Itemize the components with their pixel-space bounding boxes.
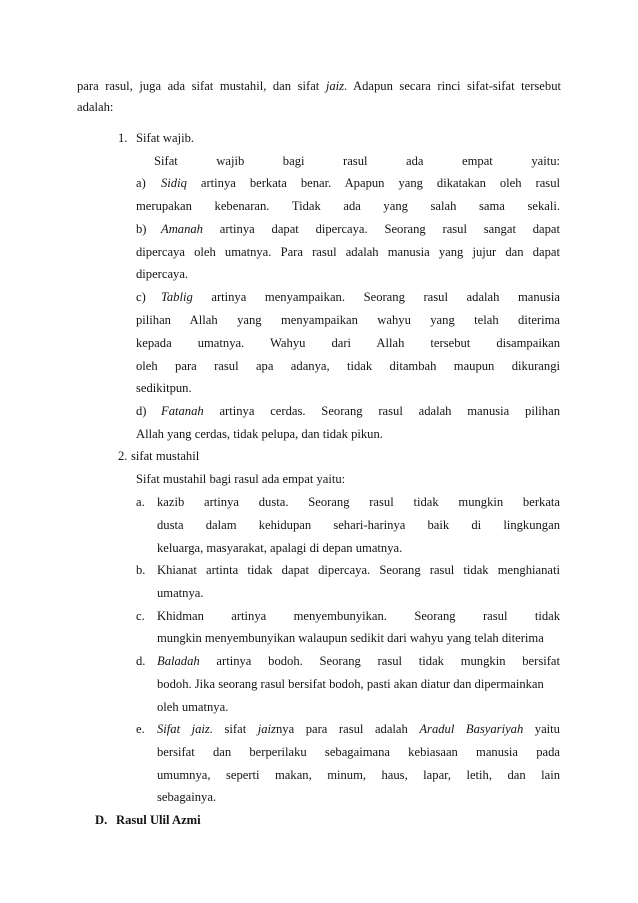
mustahil-item-line: mungkin menyembunyikan walaupun sedikit dari wahyu yang telah diterima (157, 631, 544, 645)
wajib-item-line (161, 289, 560, 305)
item-marker: d) (136, 404, 147, 418)
item-marker: a. (136, 495, 145, 509)
mustahil-item-line: bodoh. Jika seorang rasul bersifat bodoh, pasti akan diatur dan dipermainkan (157, 677, 544, 691)
mustahil-item-line: kazib artinya dusta. Seorang rasul tidak mungkin berkata (157, 495, 560, 509)
term-sifat-jaiz: Sifat jaiz. (157, 722, 213, 736)
intro-line-1 (77, 78, 561, 94)
wajib-item-line: dipercaya oleh umatnya. Para rasul adalah manusia yang jujur dan dapat (136, 245, 560, 259)
item-marker: c. (136, 609, 145, 623)
term-baladah: Baladah (157, 654, 200, 668)
wajib-item-line: merupakan kebenaran. Tidak ada yang salah sama sekali. (136, 199, 560, 213)
item-marker: d. (136, 654, 146, 668)
section-title-sifat-wajib: Sifat wajib. (136, 131, 195, 145)
mustahil-item-line: Khianat artinta tidak dapat dipercaya. Seorang rasul tidak menghianati (157, 563, 560, 577)
item-text: artinya berkata benar. Apapun yang dikatakan oleh rasul (186, 176, 560, 190)
wajib-item-line: Allah yang cerdas, tidak pelupa, dan tidak pikun. (136, 427, 383, 441)
wajib-item-line: oleh para rasul apa adanya, tidak ditambah maupun dikurangi (136, 359, 560, 373)
mustahil-item-line: dusta dalam kehidupan sehari-harinya baik di lingkungan (157, 518, 560, 532)
mustahil-item-line: keluarga, masyarakat, apalagi di depan umatnya. (157, 541, 403, 555)
item-text: artinya dapat dipercaya. Seorang rasul sangat dapat (202, 222, 560, 236)
term-amanah: Amanah (161, 222, 203, 236)
mustahil-item-line (157, 653, 560, 669)
term-jaiz: jaiz (257, 722, 276, 736)
intro-text: . Adapun secara rinci sifat-sifat tersebut (344, 79, 561, 93)
item-text: artinya cerdas. Seorang rasul adalah manusia pilihan (203, 404, 560, 418)
item-text: sifat (212, 722, 258, 736)
wajib-intro: Sifat wajib bagi rasul ada empat yaitu: (154, 154, 560, 168)
wajib-item-line (161, 221, 560, 237)
mustahil-item-line: sebagainya. (157, 790, 217, 804)
mustahil-item-line: umatnya. (157, 586, 204, 600)
item-marker: b. (136, 563, 146, 577)
mustahil-item-line: umumnya, seperti makan, minum, haus, lapar, letih, dan lain (157, 768, 560, 782)
item-text: nya para rasul adalah (275, 722, 420, 736)
item-text: yaitu (523, 722, 560, 736)
section-d-heading: Rasul Ulil Azmi (116, 813, 201, 827)
intro-term-jaiz: jaiz (325, 79, 345, 93)
mustahil-item-line: bersifat dan berperilaku sebagaimana kebiasaan manusia pada (157, 745, 560, 759)
intro-text: para rasul, juga ada sifat mustahil, dan sifat (77, 79, 326, 93)
list-number: 1. (118, 131, 128, 145)
term-tablig: Tablig (161, 290, 193, 304)
mustahil-item-line: Khidman artinya menyembunyikan. Seorang rasul tidak (157, 609, 560, 623)
item-marker: c) (136, 290, 146, 304)
section-d-label: D. (95, 813, 108, 827)
item-text: artinya bodoh. Seorang rasul tidak mungkin bersifat (199, 654, 560, 668)
wajib-item-line: sedikitpun. (136, 381, 192, 395)
item-text: artinya menyampaikan. Seorang rasul adalah manusia (192, 290, 560, 304)
intro-line-2: adalah: (77, 100, 114, 114)
item-marker: a) (136, 176, 146, 190)
mustahil-item-line: oleh umatnya. (157, 700, 229, 714)
term-sidiq: Sidiq (161, 176, 187, 190)
term-aradul-basyariyah: Aradul Basyariyah (419, 722, 524, 736)
list-number: 2. (118, 449, 128, 463)
term-fatanah: Fatanah (161, 404, 204, 418)
wajib-item-line (161, 403, 560, 419)
section-title-sifat-mustahil: sifat mustahil (131, 449, 200, 463)
mustahil-intro: Sifat mustahil bagi rasul ada empat yaitu: (136, 472, 346, 486)
wajib-item-line: kepada umatnya. Wahyu dari Allah tersebut disampaikan (136, 336, 560, 350)
wajib-item-line: dipercaya. (136, 267, 189, 281)
wajib-item-line (161, 175, 560, 191)
wajib-item-line: pilihan Allah yang menyampaikan wahyu yang telah diterima (136, 313, 560, 327)
mustahil-item-line (157, 721, 560, 737)
item-marker: e. (136, 722, 145, 736)
item-marker: b) (136, 222, 147, 236)
